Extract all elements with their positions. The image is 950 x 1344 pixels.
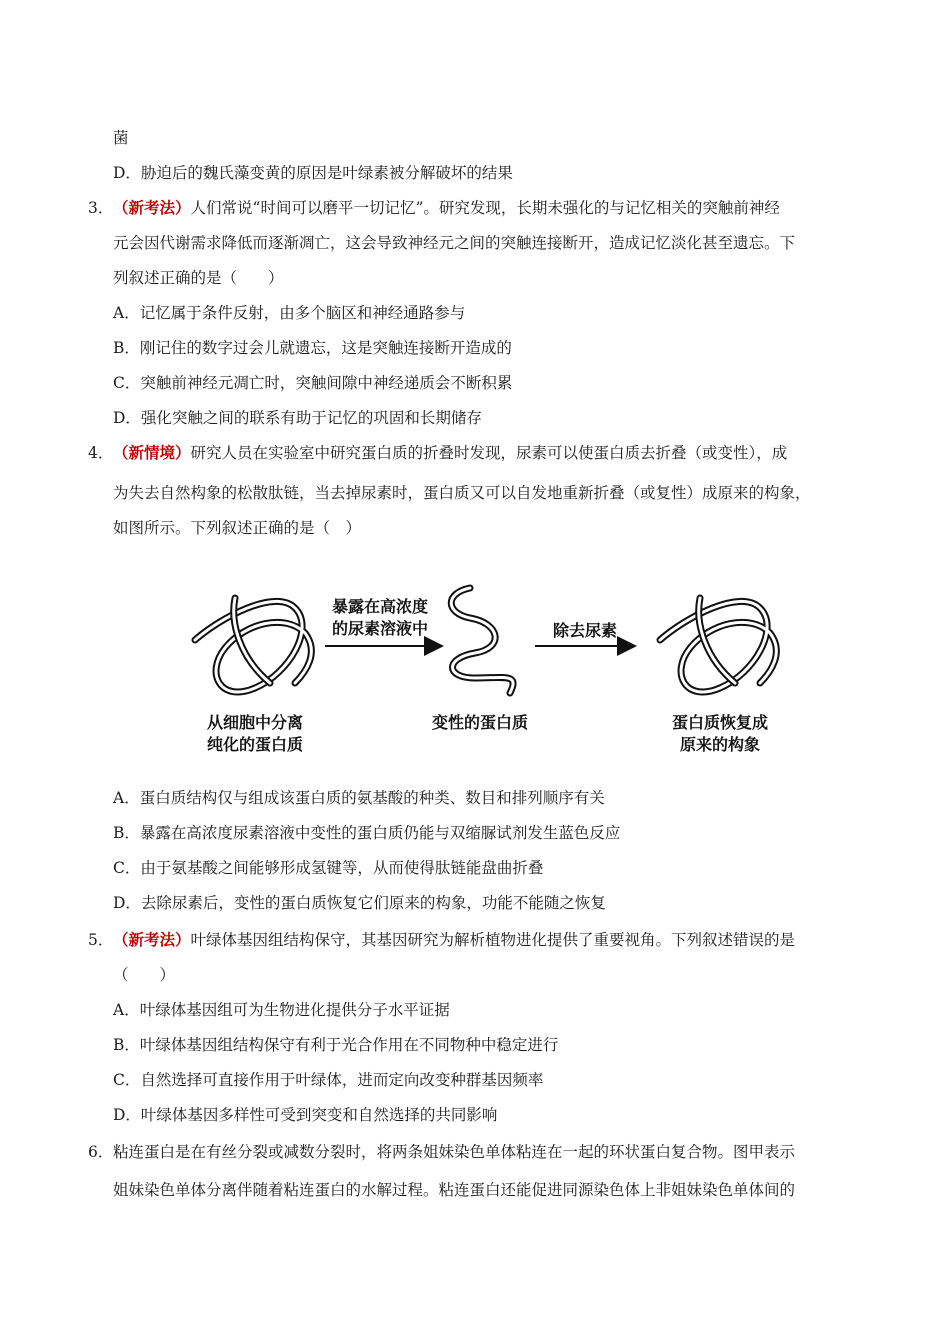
q5-stem-text: 叶绿体基因组结构保守，其基因研究为解析植物进化提供了重要视角。下列叙述错误的是: [190, 931, 796, 949]
q3-stem-text: 人们常说“时间可以磨平一切记忆”。研究发现，长期未强化的与记忆相关的突触前神经: [190, 199, 780, 217]
native-protein-icon: [195, 598, 311, 692]
q5-option-b: B．叶绿体基因组结构保守有利于光合作用在不同物种中稳定进行: [113, 1036, 559, 1054]
q5-stem-line1: [113, 930, 795, 950]
q4-stem-line2: 为失去自然构象的松散肽链，当去掉尿素时，蛋白质又可以自发地重新折叠（或复性）成原来的构象，: [113, 484, 811, 502]
native-label-line1: 从细胞中分离: [206, 713, 303, 732]
native-label-line2: 纯化的蛋白质: [206, 735, 303, 754]
q4-option-c: C．由于氨基酸之间能够形成氢键等，从而使得肽链能盘曲折叠: [113, 859, 544, 877]
q2-continuation-text: 菌: [113, 129, 129, 147]
q4-stem-line3: 如图所示。下列叙述正确的是（ ）: [113, 519, 362, 537]
q3-option-d: D．强化突触之间的联系有助于记忆的巩固和长期储存: [113, 409, 482, 427]
q3-stem-line3: 列叙述正确的是（ ）: [113, 269, 284, 287]
q5-option-c: C．自然选择可直接作用于叶绿体，进而定向改变种群基因频率: [113, 1071, 544, 1089]
q3-stem-line1: [113, 198, 780, 218]
q6-number: 6．: [88, 1143, 114, 1161]
q3-option-a: A．记忆属于条件反射，由多个脑区和神经通路参与: [113, 304, 466, 322]
renatured-label-line1: 蛋白质恢复成: [671, 713, 768, 732]
q3-option-c: C．突触前神经元凋亡时，突触间隙中神经递质会不断积累: [113, 374, 513, 392]
q5-option-d: D．叶绿体基因多样性可受到突变和自然选择的共同影响: [113, 1106, 498, 1124]
q4-option-a: A．蛋白质结构仅与组成该蛋白质的氨基酸的种类、数目和排列顺序有关: [113, 789, 605, 807]
q3-stem-line2: 元会因代谢需求降低而逐渐凋亡，这会导致神经元之间的突触连接断开，造成记忆淡化甚至遗忘。下: [113, 234, 796, 252]
q6-stem-line1: 粘连蛋白是在有丝分裂或减数分裂时，将两条姐妹染色单体粘连在一起的环状蛋白复合物。图甲表示: [113, 1143, 796, 1161]
renatured-protein-icon: [660, 598, 776, 692]
q4-option-b: B．暴露在高浓度尿素溶液中变性的蛋白质仍能与双缩脲试剂发生蓝色反应: [113, 824, 621, 842]
q4-stem-text: 研究人员在实验室中研究蛋白质的折叠时发现，尿素可以使蛋白质去折叠（或变性），成: [190, 444, 788, 462]
arrow1-label-line1: 暴露在高浓度: [331, 597, 428, 616]
native-protein-label: [195, 712, 315, 756]
q5-number: 5．: [88, 931, 114, 949]
arrow1-label-line2: 的尿素溶液中: [331, 619, 428, 638]
q4-stem-line1: [113, 443, 787, 463]
renatured-label-line2: 原来的构象: [679, 735, 760, 754]
q6-stem-line2: 姐妹染色单体分离伴随着粘连蛋白的水解过程。粘连蛋白还能促进同源染色体上非姐妹染色单体间的: [113, 1181, 796, 1199]
arrow2-label: 除去尿素: [552, 621, 617, 640]
q5-tag: （新考法）: [113, 930, 191, 949]
q3-number: 3．: [88, 199, 114, 217]
q5-option-a: A．叶绿体基因组可为生物进化提供分子水平证据: [113, 1001, 450, 1019]
q3-option-b: B．刚记住的数字过会儿就遗忘，这是突触连接断开造成的: [113, 339, 512, 357]
q2-option-d: D．胁迫后的魏氏藻变黄的原因是叶绿素被分解破坏的结果: [113, 164, 513, 182]
q4-tag: （新情境）: [113, 443, 191, 462]
q3-tag: （新考法）: [113, 198, 191, 217]
arrow1-label: [320, 596, 440, 640]
q5-stem-line2: （ ）: [113, 966, 176, 984]
denatured-protein-icon: [451, 588, 513, 693]
denatured-protein-label: 变性的蛋白质: [431, 713, 528, 732]
q4-option-d: D．去除尿素后，变性的蛋白质恢复它们原来的构象，功能不能随之恢复: [113, 894, 606, 912]
q4-number: 4．: [88, 444, 114, 462]
renatured-protein-label: [660, 712, 780, 756]
protein-folding-figure: [180, 578, 800, 768]
